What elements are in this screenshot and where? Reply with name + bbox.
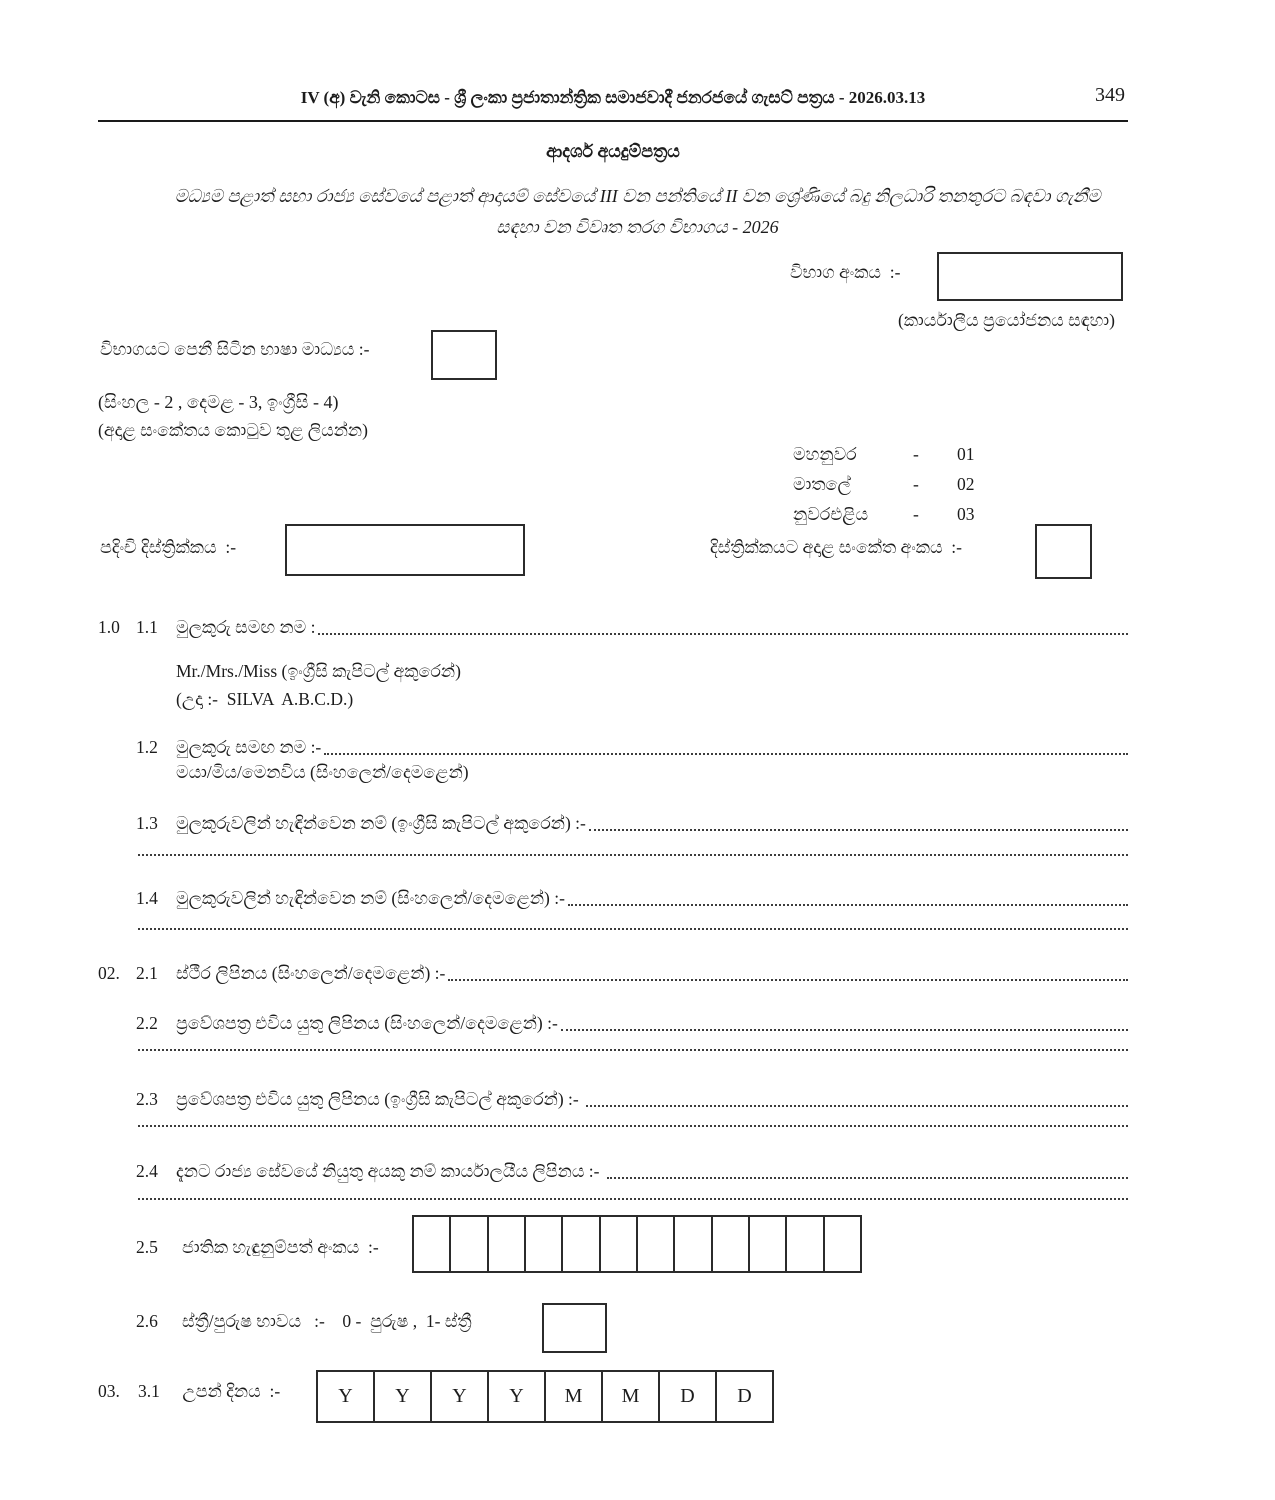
nic-digit-cell[interactable]: [748, 1217, 785, 1271]
district-option-row: [793, 504, 975, 525]
language-medium-box[interactable]: [431, 330, 497, 380]
exam-number-box[interactable]: [937, 252, 1123, 301]
item-number: 2.4: [136, 1161, 158, 1181]
answer-dotted-line[interactable]: [448, 963, 1128, 981]
gazette-header: IV (අ) වැනි කොටස - ශ්‍රී ලංකා ප්‍රජාතාන්ත්‍රික සමාජවාදී ජනරජයේ ගැසට් පත්‍රය - 2026.03.13: [300, 88, 926, 107]
gender-code-box[interactable]: [542, 1303, 607, 1353]
language-write-note: (අදාළ සංකේතය කොටුව තුළ ලියන්න): [98, 420, 368, 440]
birth-date-cell-day[interactable]: D: [715, 1372, 772, 1421]
answer-dotted-line[interactable]: [568, 888, 1128, 906]
birth-date-cell-month[interactable]: M: [601, 1372, 658, 1421]
form-item-2-4: [136, 1161, 1128, 1182]
item-number: 2.3: [136, 1089, 158, 1109]
district-code: 01: [957, 444, 975, 464]
nic-digit-cell[interactable]: [599, 1217, 636, 1271]
birth-date-grid[interactable]: [316, 1370, 774, 1423]
item-label: උපන් දිනය :-: [178, 1381, 281, 1401]
form-item-2-1: [98, 963, 1128, 984]
section-number: 03.: [98, 1381, 120, 1401]
form-subtitle-line2: සඳහා වන විවෘත තරග විභාගය - 2026: [496, 217, 779, 237]
item-number: 2.5: [136, 1237, 158, 1257]
item-label: ස්ත්‍රී/පුරුෂ භාවය :- 0 - පුරුෂ , 1- ස්ත්‍රී: [182, 1311, 472, 1331]
item-number: 2.2: [136, 1013, 158, 1033]
page-number: 349: [1095, 84, 1125, 106]
language-medium-label: විභාගයට පෙනී සිටින භාෂා මාධ්‍යය :-: [100, 339, 370, 359]
district-name: මාතලේ: [793, 474, 851, 494]
form-item-2-6: [136, 1311, 472, 1332]
nic-digit-cell[interactable]: [561, 1217, 598, 1271]
form-item-3-1: [98, 1381, 280, 1402]
answer-dotted-line[interactable]: [138, 1125, 1128, 1127]
district-dash: -: [913, 444, 919, 464]
item-label: මුලකුරු සමඟ නම :: [176, 617, 316, 637]
answer-dotted-line[interactable]: [586, 1089, 1128, 1107]
item-label: ප්‍රවේශපත්‍ර එවිය යුතු ලිපිනය (ඉංග්‍රීසි කැපිටල් අකුරෙන්) :-: [176, 1089, 584, 1109]
answer-dotted-line[interactable]: [318, 617, 1128, 635]
district-option-row: [793, 444, 975, 465]
form-item-1-1: [98, 617, 1128, 638]
birth-date-cell-month[interactable]: M: [544, 1372, 601, 1421]
district-code-label: දිස්ත්‍රික්කයට අදාළ සංකේත අංකය :-: [710, 537, 962, 557]
birth-date-cell-year[interactable]: Y: [373, 1372, 430, 1421]
language-codes-note: (සිංහල - 2 , දෙමළ - 3, ඉංග්‍රීසි - 4): [98, 392, 339, 412]
birth-date-cell-day[interactable]: D: [658, 1372, 715, 1421]
answer-dotted-line[interactable]: [138, 1049, 1128, 1051]
nic-digit-cell[interactable]: [487, 1217, 524, 1271]
item-label: ස්ථීර ලිපිනය (සිංහලෙන්/දෙමළෙන්) :-: [176, 963, 446, 983]
item-label: මුලකුරුවලින් හැඳින්වෙන නම් (සිංහලෙන්/දෙමළෙන්) :-: [176, 888, 565, 908]
exam-number-label: විභාග අංකය :-: [790, 262, 901, 282]
item-label: ප්‍රවේශපත්‍ර එවිය යුතු ලිපිනය (සිංහලෙන්/දෙමළෙන්) :-: [176, 1013, 558, 1033]
item-label: ජාතික හැඳුනුම්පත් අංකය :-: [182, 1237, 379, 1257]
district-code: 03: [957, 504, 975, 524]
birth-date-cell-year[interactable]: Y: [430, 1372, 487, 1421]
nic-digit-cell[interactable]: [524, 1217, 561, 1271]
answer-dotted-line[interactable]: [561, 1013, 1128, 1031]
answer-dotted-line[interactable]: [589, 813, 1128, 831]
form-item-1-3: [136, 813, 1128, 834]
answer-dotted-line[interactable]: [138, 1198, 1128, 1200]
residence-district-label: පදිංචි දිස්ත්‍රික්කය :-: [100, 537, 237, 557]
district-code: 02: [957, 474, 975, 494]
item-number: 1.4: [136, 888, 158, 908]
item-1-2-note: මයා/මිය/මෙනවිය (සිංහලෙන්/දෙමළෙන්): [176, 762, 469, 782]
district-name: මහනුවර: [793, 444, 857, 464]
item-label: මුලකුරුවලින් හැඳින්වෙන නම් (ඉංග්‍රීසි කැපිටල් අකුරෙන්) :-: [176, 813, 586, 833]
nic-digit-cell[interactable]: [636, 1217, 673, 1271]
answer-dotted-line[interactable]: [324, 737, 1128, 755]
birth-date-cell-year[interactable]: Y: [487, 1372, 544, 1421]
district-name: නුවරඑළිය: [793, 504, 869, 524]
district-dash: -: [913, 474, 919, 494]
form-item-2-3: [136, 1089, 1128, 1110]
item-number: 1.1: [136, 617, 158, 637]
office-use-note: (කාර්යාලීය ප්‍රයෝජනය සඳහා): [898, 310, 1115, 330]
item-1-1-note-example: (උදා :- SILVA A.B.C.D.): [176, 689, 354, 709]
nic-digit-cell[interactable]: [823, 1217, 860, 1271]
nic-number-grid[interactable]: [412, 1215, 862, 1273]
header-divider: [98, 120, 1128, 122]
item-number: 2.6: [136, 1311, 158, 1331]
item-number: 1.2: [136, 737, 158, 757]
item-number: 3.1: [138, 1381, 160, 1401]
section-number: 02.: [98, 963, 120, 983]
answer-dotted-line[interactable]: [138, 854, 1128, 856]
form-title: ආදර්ශ අයදුම්පත්‍රය: [546, 141, 680, 161]
form-subtitle-line1: මධ්‍යම පළාත් සභා රාජ්‍ය සේවයේ පළාත් ආදායම් සේවයේ III වන පන්තියේ II වන ශ්‍රේණියේ බදු නිලධාරි තනතුරට බඳවා ගැනීම: [174, 186, 1101, 206]
item-1-1-note-title: Mr./Mrs./Miss (ඉංග්‍රීසි කැපිටල් අකුරෙන්): [176, 661, 461, 681]
nic-digit-cell[interactable]: [449, 1217, 486, 1271]
form-item-2-5: [136, 1237, 379, 1258]
item-label: මුලකුරු සමඟ නම :-: [176, 737, 322, 757]
item-label: දැනට රාජ්‍ය සේවයේ නියුතු අයකු නම් කාර්යාලයීය ලිපිනය :-: [176, 1161, 604, 1181]
nic-digit-cell[interactable]: [414, 1217, 449, 1271]
district-dash: -: [913, 504, 919, 524]
answer-dotted-line[interactable]: [138, 928, 1128, 930]
form-item-1-2: [136, 737, 1128, 758]
nic-digit-cell[interactable]: [673, 1217, 710, 1271]
residence-district-box[interactable]: [285, 524, 525, 576]
section-number: 1.0: [98, 617, 120, 637]
birth-date-cell-year[interactable]: Y: [338, 1385, 353, 1407]
district-code-box[interactable]: [1035, 524, 1092, 579]
answer-dotted-line[interactable]: [607, 1161, 1128, 1179]
district-option-row: [793, 474, 975, 495]
nic-digit-cell[interactable]: [711, 1217, 748, 1271]
form-item-1-4: [136, 888, 1128, 909]
form-item-2-2: [136, 1013, 1128, 1034]
item-number: 1.3: [136, 813, 158, 833]
nic-digit-cell[interactable]: [785, 1217, 822, 1271]
item-number: 2.1: [136, 963, 158, 983]
